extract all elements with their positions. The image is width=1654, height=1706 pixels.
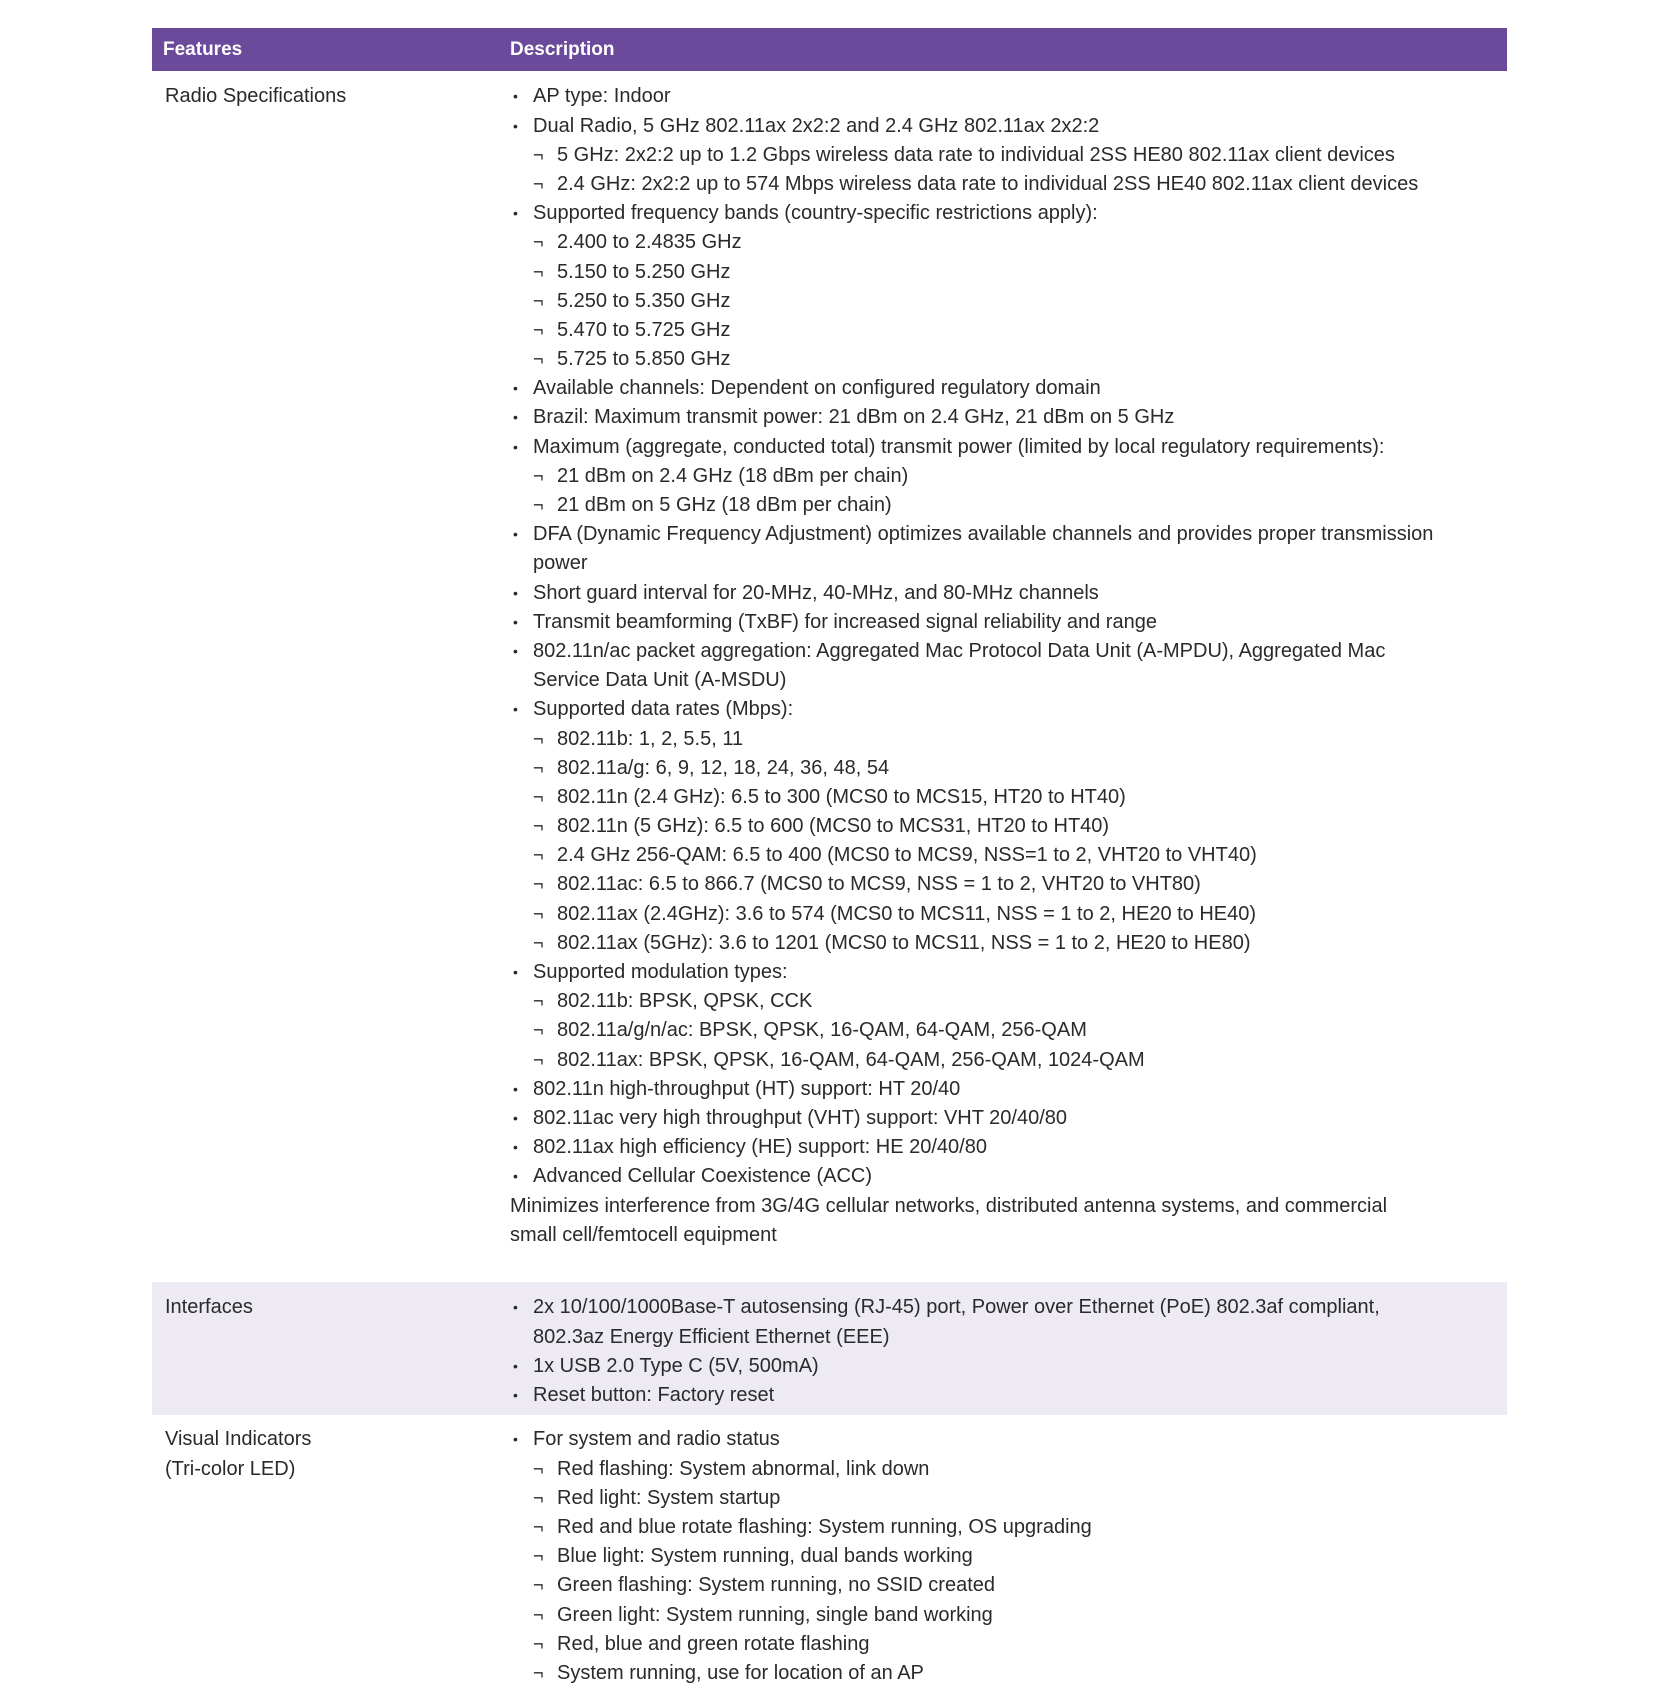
table-header [152,28,1507,71]
bullet-marker-icon: • [513,526,518,543]
sub-bullet-marker-icon: ¬ [533,991,544,1012]
bullet-item [510,1162,1507,1191]
line-text: small cell/femtocell equipment [510,1223,777,1246]
line-text: 802.11n (5 GHz): 6.5 to 600 (MCS0 to MCS31, HT20 to HT40) [557,815,1110,838]
sub-bullet-item [510,1484,1507,1513]
bullet-item [510,608,1507,637]
description-cell [510,71,1507,1282]
sub-bullet-marker-icon: ¬ [533,932,544,953]
sub-bullet-item [510,141,1507,170]
description-cell [510,1282,1507,1415]
sub-bullet-item [510,287,1507,316]
sub-bullet-marker-icon: ¬ [533,261,544,282]
bullet-marker-icon: • [513,1357,518,1374]
line-text: 5.150 to 5.250 GHz [557,260,731,283]
sub-bullet-marker-icon: ¬ [533,1662,544,1683]
bullet-item [510,374,1507,403]
bullet-item [510,112,1507,141]
paragraph-line [510,1221,1507,1250]
line-text: For system and radio status [533,1428,780,1451]
sub-bullet-marker-icon: ¬ [533,728,544,749]
bullet-marker-icon: • [513,1386,518,1403]
line-text: 802.11ac very high throughput (VHT) support: VHT 20/40/80 [533,1106,1068,1129]
sub-bullet-marker-icon: ¬ [533,465,544,486]
bullet-item [510,520,1507,549]
line-text: Supported data rates (Mbps): [533,698,794,721]
line-text: Reset button: Factory reset [533,1383,775,1406]
feature-label: Visual Indicators [165,1428,312,1451]
sub-bullet-item [510,1659,1507,1688]
sub-bullet-marker-icon: ¬ [533,1516,544,1537]
feature-cell [152,1415,510,1688]
line-text: Red and blue rotate flashing: System running, OS upgrading [557,1515,1092,1538]
sub-bullet-item [510,258,1507,287]
line-text: DFA (Dynamic Frequency Adjustment) optimizes available channels and provides proper transmission [533,523,1434,546]
sub-bullet-item [510,1016,1507,1045]
sub-bullet-marker-icon: ¬ [533,903,544,924]
sub-bullet-marker-icon: ¬ [533,319,544,340]
line-text: 802.11n high-throughput (HT) support: HT 20/40 [533,1077,961,1100]
sub-bullet-item [510,491,1507,520]
line-text: 21 dBm on 5 GHz (18 dBm per chain) [557,494,892,517]
line-text: 2.4 GHz: 2x2:2 up to 574 Mbps wireless data rate to individual 2SS HE40 802.11ax client devices [557,172,1419,195]
sub-bullet-item [510,783,1507,812]
sub-bullet-item [510,987,1507,1016]
sub-bullet-item [510,870,1507,899]
sub-bullet-item [510,1630,1507,1659]
line-text: 802.11ac: 6.5 to 866.7 (MCS0 to MCS9, NSS = 1 to 2, VHT20 to VHT80) [557,873,1201,896]
sub-bullet-marker-icon: ¬ [533,173,544,194]
sub-bullet-item [510,1513,1507,1542]
table-row-visual-indicators [152,1415,1507,1688]
bullet-item-continuation [510,1323,1507,1352]
sub-bullet-item [510,754,1507,783]
bullet-marker-icon: • [513,1139,518,1156]
feature-cell [152,1282,510,1415]
line-text: 802.11n (2.4 GHz): 6.5 to 300 (MCS0 to MCS15, HT20 to HT40) [557,785,1126,808]
line-text: 1x USB 2.0 Type C (5V, 500mA) [533,1354,819,1377]
line-text: 21 dBm on 2.4 GHz (18 dBm per chain) [557,464,909,487]
line-text: 5 GHz: 2x2:2 up to 1.2 Gbps wireless data rate to individual 2SS HE80 802.11ax client devices [557,143,1395,166]
line-text: Dual Radio, 5 GHz 802.11ax 2x2:2 and 2.4 GHz 802.11ax 2x2:2 [533,114,1100,137]
sub-bullet-marker-icon: ¬ [533,874,544,895]
line-text: 802.11ax (5GHz): 3.6 to 1201 (MCS0 to MCS11, NSS = 1 to 2, HE20 to HE80) [557,931,1251,954]
sub-bullet-item [510,725,1507,754]
bullet-item [510,403,1507,432]
table-row-interfaces [152,1282,1507,1415]
bullet-item-continuation [510,666,1507,695]
sub-bullet-marker-icon: ¬ [533,1487,544,1508]
line-text: Minimizes interference from 3G/4G cellular networks, distributed antenna systems, and commercial [510,1194,1388,1217]
bullet-item [510,1133,1507,1162]
table-row-radio-specifications [152,71,1507,1282]
bullet-item-continuation [510,549,1507,578]
line-text: 802.11n/ac packet aggregation: Aggregated Mac Protocol Data Unit (A-MPDU), Aggregated Mac [533,639,1386,662]
bullet-marker-icon: • [513,701,518,718]
sub-bullet-item [510,1571,1507,1600]
line-text: Red light: System startup [557,1486,781,1509]
sub-bullet-marker-icon: ¬ [533,816,544,837]
line-text: Green flashing: System running, no SSID created [557,1574,996,1597]
line-text: 5.725 to 5.850 GHz [557,348,731,371]
sub-bullet-marker-icon: ¬ [533,232,544,253]
bullet-item [510,1075,1507,1104]
sub-bullet-item [510,462,1507,491]
line-text: 802.11b: BPSK, QPSK, CCK [557,990,813,1013]
bullet-item [510,1293,1507,1322]
line-text: Transmit beamforming (TxBF) for increased signal reliability and range [533,610,1157,633]
line-text: 2x 10/100/1000Base-T autosensing (RJ-45) port, Power over Ethernet (PoE) 802.3af compliant, [533,1296,1380,1319]
bullet-item [510,958,1507,987]
bullet-marker-icon: • [513,964,518,981]
bullet-marker-icon: • [513,1080,518,1097]
sub-bullet-item [510,812,1507,841]
line-text: 802.11a/g/n/ac: BPSK, QPSK, 16-QAM, 64-QAM, 256-QAM [557,1019,1087,1042]
bullet-marker-icon: • [513,380,518,397]
line-text: 802.3az Energy Efficient Ethernet (EEE) [533,1325,890,1348]
feature-label: Radio Specifications [165,85,347,108]
sub-bullet-marker-icon: ¬ [533,1458,544,1479]
line-text: Supported modulation types: [533,961,788,984]
line-text: System running, use for location of an AP [557,1661,924,1684]
bullet-item [510,637,1507,666]
line-text: Green light: System running, single band working [557,1603,993,1626]
sub-bullet-marker-icon: ¬ [533,1633,544,1654]
spec-table [152,28,1507,1688]
line-text: Short guard interval for 20-MHz, 40-MHz, and 80-MHz channels [533,581,1099,604]
sub-bullet-item [510,900,1507,929]
sub-bullet-marker-icon: ¬ [533,1604,544,1625]
line-text: 802.11ax: BPSK, QPSK, 16-QAM, 64-QAM, 256-QAM, 1024-QAM [557,1048,1145,1071]
line-text: Supported frequency bands (country-specific restrictions apply): [533,202,1098,225]
sub-bullet-item [510,316,1507,345]
line-text: Red flashing: System abnormal, link down [557,1457,930,1480]
line-text: Available channels: Dependent on configured regulatory domain [533,377,1101,400]
sub-bullet-item [510,345,1507,374]
sub-bullet-marker-icon: ¬ [533,349,544,370]
bullet-item [510,82,1507,111]
bullet-marker-icon: • [513,205,518,222]
bullet-marker-icon: • [513,409,518,426]
line-text: 802.11a/g: 6, 9, 12, 18, 24, 36, 48, 54 [557,756,890,779]
sub-bullet-marker-icon: ¬ [533,845,544,866]
sub-bullet-item [510,228,1507,257]
line-text: 802.11b: 1, 2, 5.5, 11 [557,727,744,750]
sub-bullet-marker-icon: ¬ [533,1020,544,1041]
sub-bullet-marker-icon: ¬ [533,1049,544,1070]
bullet-marker-icon: • [513,438,518,455]
line-text: Blue light: System running, dual bands working [557,1545,973,1568]
line-text: 5.250 to 5.350 GHz [557,289,731,312]
bullet-item [510,433,1507,462]
bullet-item [510,199,1507,228]
header-description: Description [510,39,615,60]
sub-bullet-item [510,1601,1507,1630]
bullet-item [510,579,1507,608]
line-text: Maximum (aggregate, conducted total) transmit power (limited by local regulatory requirements): [533,435,1385,458]
bullet-marker-icon: • [513,584,518,601]
bullet-marker-icon: • [513,88,518,105]
bullet-item [510,1352,1507,1381]
sub-bullet-item [510,929,1507,958]
bullet-marker-icon: • [513,642,518,659]
sub-bullet-item [510,1455,1507,1484]
line-text: power [533,552,588,575]
line-text: 5.470 to 5.725 GHz [557,318,731,341]
feature-label: Interfaces [165,1296,253,1319]
sub-bullet-item [510,1046,1507,1075]
line-text: 2.4 GHz 256-QAM: 6.5 to 400 (MCS0 to MCS9, NSS=1 to 2, VHT20 to VHT40) [557,844,1257,867]
feature-cell [152,71,510,1282]
sub-bullet-marker-icon: ¬ [533,144,544,165]
header-features: Features [163,39,243,60]
bullet-marker-icon: • [513,1168,518,1185]
sub-bullet-marker-icon: ¬ [533,757,544,778]
bullet-item [510,1104,1507,1133]
description-cell [510,1415,1507,1688]
sub-bullet-marker-icon: ¬ [533,290,544,311]
sub-bullet-marker-icon: ¬ [533,1546,544,1567]
bullet-item [510,695,1507,724]
sub-bullet-item [510,1542,1507,1571]
sub-bullet-marker-icon: ¬ [533,786,544,807]
line-text: 2.400 to 2.4835 GHz [557,231,742,254]
sub-bullet-marker-icon: ¬ [533,495,544,516]
line-text: 802.11ax high efficiency (HE) support: HE 20/40/80 [533,1136,987,1159]
bullet-item [510,1425,1507,1454]
bullet-marker-icon: • [513,613,518,630]
sub-bullet-item [510,170,1507,199]
line-text: AP type: Indoor [533,85,671,108]
sub-bullet-marker-icon: ¬ [533,1575,544,1596]
bullet-item [510,1381,1507,1410]
paragraph-line [510,1192,1507,1221]
feature-label: (Tri-color LED) [165,1457,296,1480]
line-text: Brazil: Maximum transmit power: 21 dBm on 2.4 GHz, 21 dBm on 5 GHz [533,406,1175,429]
bullet-marker-icon: • [513,1299,518,1316]
bullet-marker-icon: • [513,1431,518,1448]
line-text: Red, blue and green rotate flashing [557,1632,870,1655]
bullet-marker-icon: • [513,117,518,134]
line-text: 802.11ax (2.4GHz): 3.6 to 574 (MCS0 to MCS11, NSS = 1 to 2, HE20 to HE40) [557,902,1257,925]
bullet-marker-icon: • [513,1109,518,1126]
line-text: Advanced Cellular Coexistence (ACC) [533,1165,873,1188]
line-text: Service Data Unit (A-MSDU) [533,669,787,692]
sub-bullet-item [510,841,1507,870]
